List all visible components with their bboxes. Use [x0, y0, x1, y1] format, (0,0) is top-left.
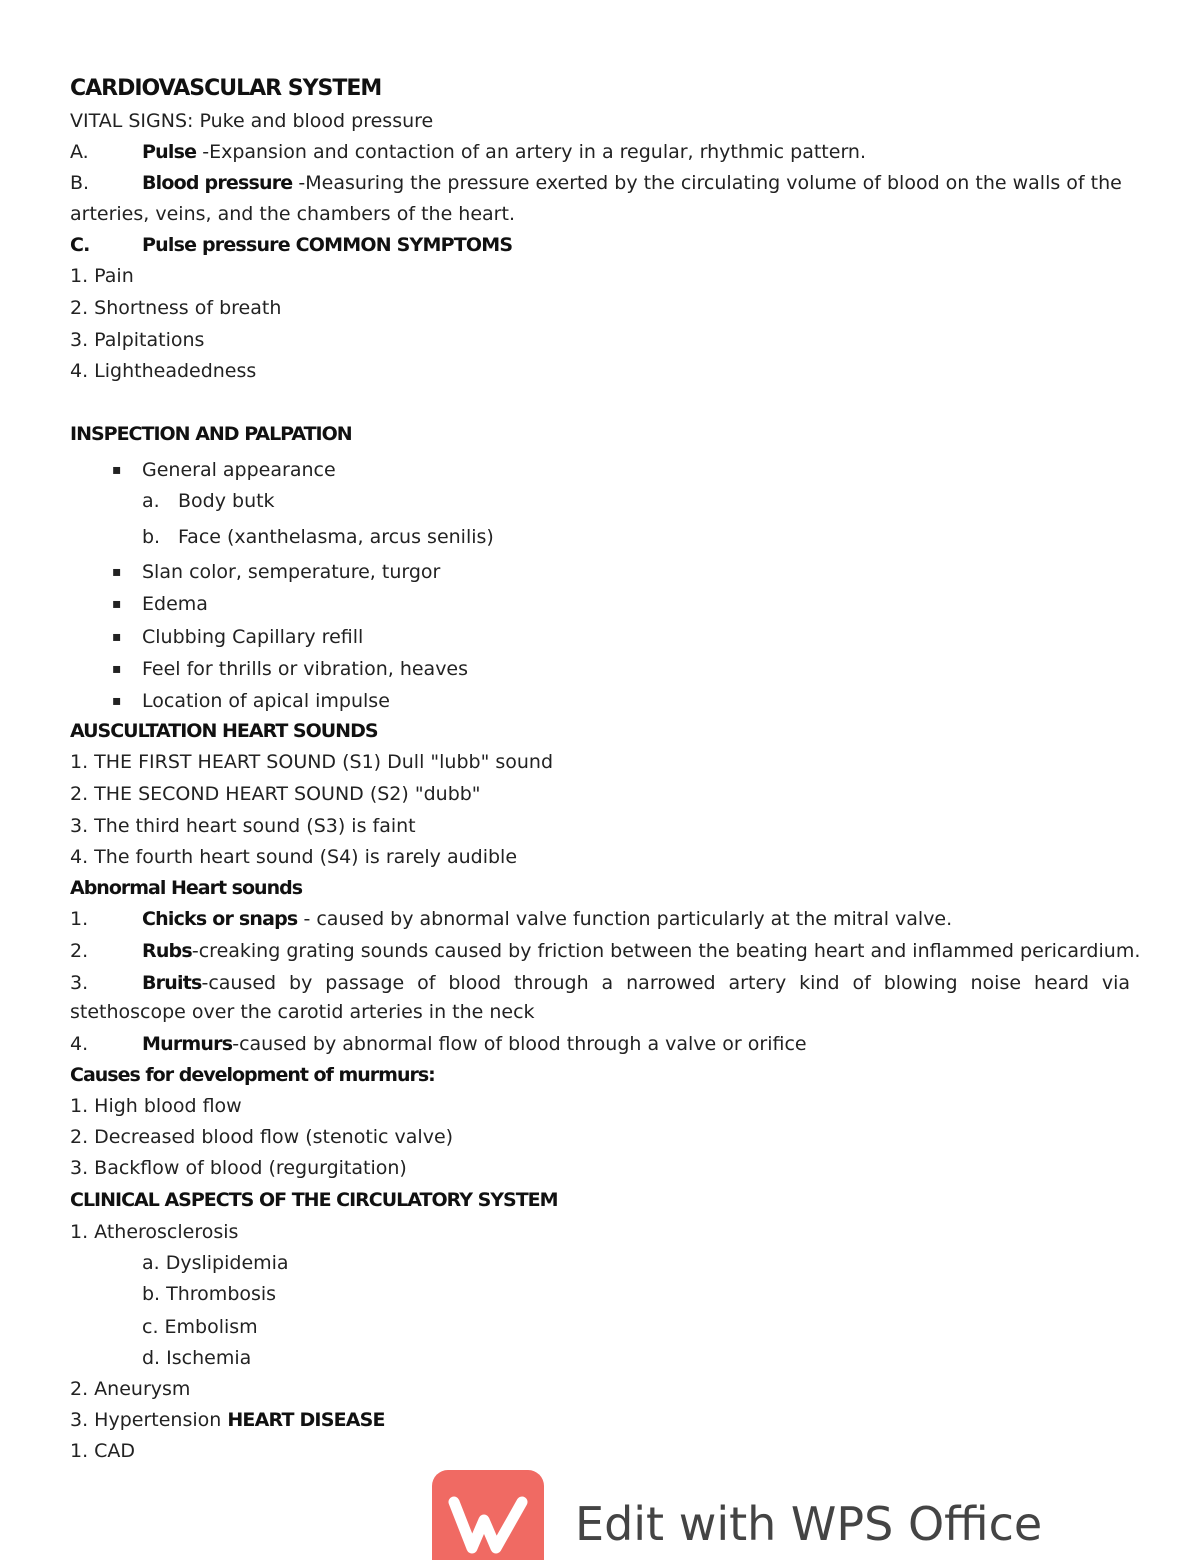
heart-sound-item: 4. The fourth heart sound (S4) is rarely audible	[70, 846, 518, 868]
wps-logo-icon[interactable]	[432, 1470, 544, 1560]
clinical-item	[70, 1408, 385, 1432]
clinical-item: 1. Atherosclerosis	[70, 1221, 239, 1243]
inspection-item: Edema	[142, 593, 208, 615]
vital-signs-line: VITAL SIGNS: Puke and blood pressure	[70, 110, 434, 132]
abnormal-definition: -creaking grating sounds caused by friction between the beating heart and inflammed pericardium.	[191, 940, 1141, 962]
bullet-icon: ▪	[112, 629, 122, 645]
clinical-subitem: d. Ischemia	[142, 1347, 252, 1369]
vital-definition: -Expansion and contaction of an artery in a regular, rhythmic pattern.	[196, 141, 867, 163]
vital-marker: B.	[70, 172, 90, 194]
inspection-item: Feel for thrills or vibration, heaves	[142, 658, 469, 680]
murmur-causes-heading: Causes for development of murmurs:	[70, 1064, 435, 1086]
vital-marker: C.	[70, 234, 90, 256]
vital-item-continuation: arteries, veins, and the chambers of the heart.	[70, 203, 515, 225]
inspection-subitem	[142, 489, 275, 513]
vital-item-pulse-pressure	[70, 233, 512, 257]
abnormal-heading: Abnormal Heart sounds	[70, 877, 303, 899]
vital-definition: -Measuring the pressure exerted by the circulating volume of blood on the walls of the	[292, 172, 1122, 194]
clinical-heading: CLINICAL ASPECTS OF THE CIRCULATORY SYSTEM	[70, 1189, 558, 1211]
clinical-item-text: 3. Hypertension	[70, 1409, 228, 1431]
sub-marker: b.	[142, 526, 161, 548]
vital-item-pulse	[70, 140, 866, 164]
document-title: CARDIOVASCULAR SYSTEM	[70, 76, 382, 101]
edit-with-wps-link[interactable]: Edit with WPS Office	[575, 1497, 1043, 1551]
abnormal-term: Murmurs	[142, 1033, 233, 1055]
abnormal-item	[70, 1032, 807, 1056]
vital-marker: A.	[70, 141, 89, 163]
abnormal-term: Chicks or snaps	[142, 908, 298, 930]
bullet-icon: ▪	[112, 693, 122, 709]
abnormal-definition: - caused by abnormal valve function particularly at the mitral valve.	[297, 908, 953, 930]
clinical-subitem: c. Embolism	[142, 1316, 258, 1338]
auscultation-heading: AUSCULTATION HEART SOUNDS	[70, 720, 378, 742]
abnormal-term: Bruits	[142, 972, 202, 994]
abnormal-marker: 4.	[70, 1033, 89, 1055]
vital-term: Pulse pressure COMMON SYMPTOMS	[142, 234, 513, 256]
inspection-subitem	[142, 525, 494, 549]
heart-disease-item: 1. CAD	[70, 1440, 136, 1462]
heart-disease-heading: HEART DISEASE	[227, 1409, 385, 1431]
bullet-icon: ▪	[112, 596, 122, 612]
abnormal-definition: -caused by passage of blood through a narrowed artery kind of blowing noise heard via	[201, 972, 1130, 994]
vital-term: Blood pressure	[142, 172, 293, 194]
abnormal-marker: 2.	[70, 940, 89, 962]
clinical-subitem: b. Thrombosis	[142, 1283, 277, 1305]
murmur-cause-item: 1. High blood flow	[70, 1095, 242, 1117]
bullet-icon: ▪	[112, 564, 122, 580]
heart-sound-item: 1. THE FIRST HEART SOUND (S1) Dull "lubb" sound	[70, 751, 554, 773]
clinical-item: 2. Aneurysm	[70, 1378, 191, 1400]
sub-text: Body butk	[178, 490, 275, 512]
bullet-icon: ▪	[112, 462, 122, 478]
symptom-item: 4. Lightheadedness	[70, 360, 257, 382]
bullet-icon: ▪	[112, 661, 122, 677]
sub-marker: a.	[142, 490, 160, 512]
abnormal-item	[70, 907, 952, 931]
abnormal-item-continuation: stethoscope over the carotid arteries in the neck	[70, 1001, 535, 1023]
abnormal-item	[70, 971, 1130, 995]
inspection-item: General appearance	[142, 459, 336, 481]
inspection-item: Clubbing Capillary refill	[142, 626, 364, 648]
abnormal-marker: 1.	[70, 908, 89, 930]
clinical-subitem: a. Dyslipidemia	[142, 1252, 289, 1274]
abnormal-item	[70, 939, 1140, 963]
abnormal-term: Rubs	[142, 940, 192, 962]
symptom-item: 3. Palpitations	[70, 329, 205, 351]
abnormal-definition: -caused by abnormal flow of blood through a valve or orifice	[232, 1033, 807, 1055]
heart-sound-item: 2. THE SECOND HEART SOUND (S2) "dubb"	[70, 783, 481, 805]
vital-item-blood-pressure	[70, 171, 1122, 195]
symptom-item: 2. Shortness of breath	[70, 297, 282, 319]
wps-logo-mark	[432, 1470, 544, 1560]
murmur-cause-item: 2. Decreased blood flow (stenotic valve)	[70, 1126, 454, 1148]
inspection-heading: INSPECTION AND PALPATION	[70, 423, 352, 445]
heart-sound-item: 3. The third heart sound (S3) is faint	[70, 815, 416, 837]
inspection-item: Slan color, semperature, turgor	[142, 561, 441, 583]
symptom-item: 1. Pain	[70, 265, 134, 287]
vital-term: Pulse	[142, 141, 197, 163]
abnormal-marker: 3.	[70, 972, 89, 994]
sub-text: Face (xanthelasma, arcus senilis)	[178, 526, 494, 548]
inspection-item: Location of apical impulse	[142, 690, 390, 712]
murmur-cause-item: 3. Backflow of blood (regurgitation)	[70, 1157, 407, 1179]
